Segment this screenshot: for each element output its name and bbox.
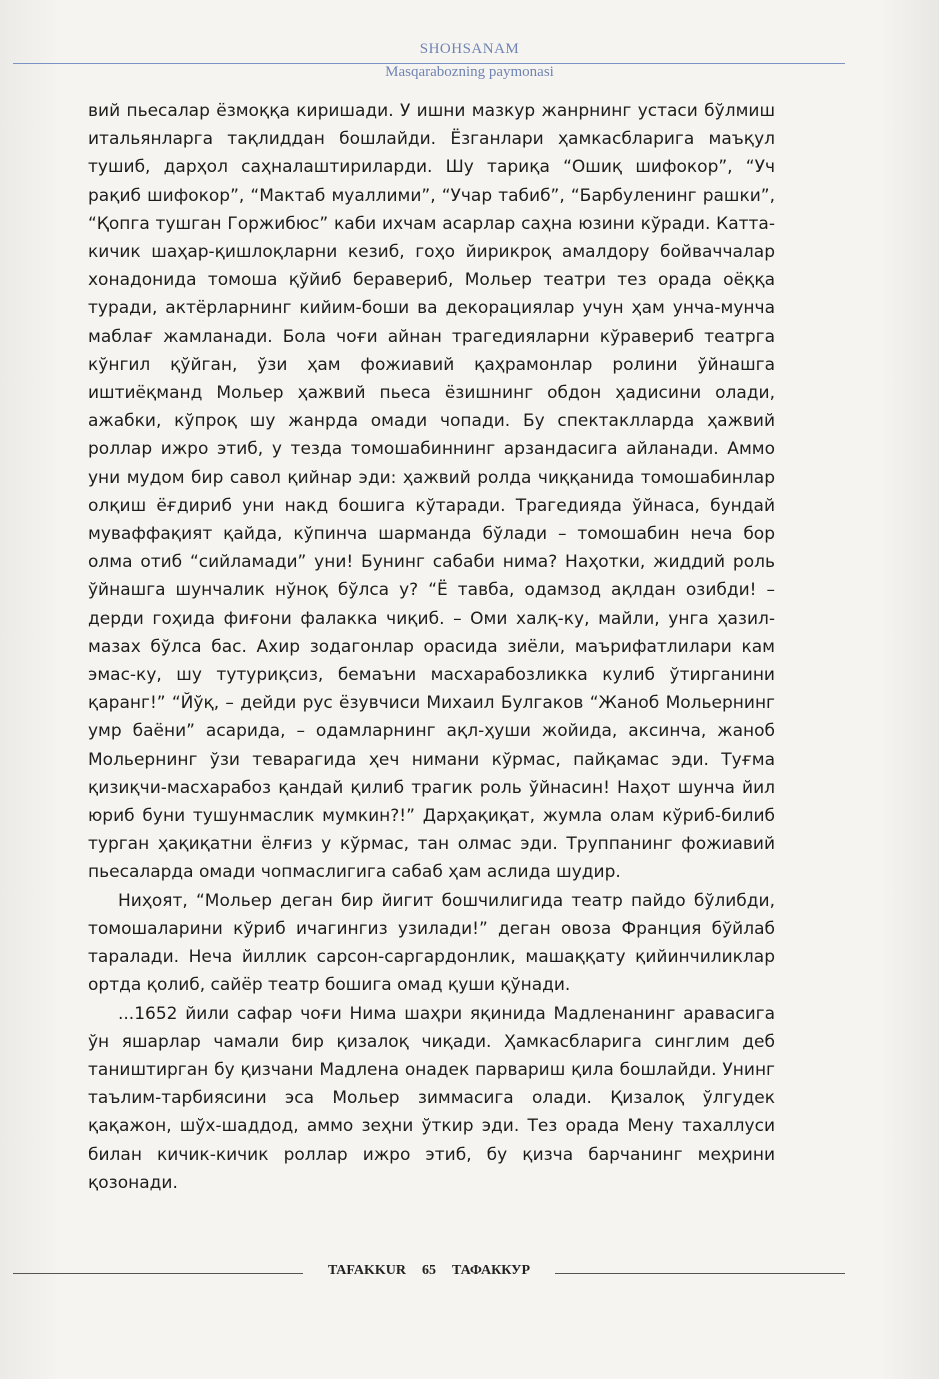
footer-magazine-cyrillic: ТАФАККУР (452, 1263, 531, 1278)
footer-rule-right (555, 1273, 845, 1274)
footer-label (303, 1263, 555, 1279)
paragraph-2: Ниҳоят, “Мольер деган бир йигит бошчилигида театр пайдо бўлибди, томошаларини кўриб ичагингиз узилади!” деган овоза Франция бўйлаб таралади. Неча йиллик сарсон-саргардонлик, машаққату қийинчиликлар ортда қолиб, сайёр театр бошига омад қуши қўнади. (88, 890, 775, 996)
paragraph-3: ...1652 йили сафар чоғи Нима шаҳри яқинида Мадленанинг аравасига ўн яшарлар чамали бир қизалоқ чиқади. Ҳамкасбларига синглим деб таништирган бу қизчани Мадлена онадек парвариш қила бошлайди. Унинг таълим-тарбиясини эса Мольер зиммасига олади. Қизалоқ ўлгудек қақажон, шўх-шаддод, аммо зеҳни ўткир эди. Тез орада Мену тахаллуси билан кичик-кичик роллар ижро этиб, бу қизча барчанинг меҳрини қозонади. (88, 1003, 775, 1193)
footer-rule-left (13, 1273, 303, 1274)
footer-magazine-latin: TAFAKKUR (327, 1263, 407, 1278)
header-title: Masqarabozning paymonasi (385, 64, 554, 80)
header-author: SHOHSANAM (419, 41, 520, 57)
page-number: 65 (422, 1263, 437, 1278)
article-body (88, 97, 775, 1197)
paragraph-1: вий пьесалар ёзмоққа киришади. У ишни мазкур жанрнинг устаси бўлмиш итальянларга тақлиддан бошлайди. Ёзганлари ҳамкасбларига маъқул тушиб, дарҳол саҳналаштириларди. Шу тариқа “Ошиқ шифокор”, “Уч рақиб шифокор”, “Мактаб муаллими”, “Учар табиб”, “Барбуленинг рашки”, “Қопга тушган Горжибюс” каби ихчам асарлар саҳна юзини кўради. Катта-кичик шаҳар-қишлоқларни кезиб, гоҳо йирикроқ амалдору бойваччалар хонадонида томоша қўйиб беравериб, Мольер театри тез орада оёққа туради, актёрларнинг кийим-боши ва декорациялар учун ҳам унча-мунча маблағ жамланади. Бола чоғи айнан трагедияларни кўравериб театрга кўнгил қўйган, ўзи ҳам фожиавий қаҳрамонлар ролини ўйнашга иштиёқманд Мольер ҳажвий пьеса ёзишнинг обдон ҳадисини олади, ажабки, кўпроқ шу жанрда омади чопади. Бу спектаклларда ҳажвий роллар ижро этиб, у тезда томошабиннинг арзандасига айланади. Аммо уни мудом бир савол қийнар эди: ҳажвий ролда чиққанида томошабинлар олқиш ёғдириб уни накд бошига кўтаради. Трагедияда ўйнаса, бундай муваффақият қайда, кўпинча шарманда бўлади – томошабин неча бор олма отиб “сийламади” уни! Бунинг сабаби нима? Наҳотки, жиддий роль ўйнашга шунчалик нўноқ бўлса у? “Ё тавба, одамзод ақлдан озибди! – дерди гоҳида фиғони фалакка чиқиб. – Оми халқ-ку, майли, унга ҳазил-мазах бўлса бас. Ахир зодагонлар орасида зиёли, маърифатлилари кам эмас-ку, шу тутуриқсиз, бемаъни масхарабозликка кулиб ўтирганини қаранг!” “Йўқ, – дейди рус ёзувчиси Михаил Булгаков “Жаноб Мольернинг умр баёни” асарида, – одамларнинг ақл-ҳуши жойида, аксинча, жаноб Мольернинг ўзи теварагида ҳеч нимани кўрмас, пайқамас эди. Туғма қизиқчи-масхарабоз қандай қилиб трагик роль ўйнасин! Наҳот шунча йил юриб буни тушунмаслик мумкин?!” Дарҳақиқат, жумла олам кўриб-билиб турган ҳақиқатни ёлғиз у кўрмас, тан олмас эди. Труппанинг фожиавий пьесаларда омади чопмаслигига сабаб ҳам аслида шудир. (88, 101, 775, 883)
running-footer (0, 1262, 939, 1286)
running-header (0, 38, 939, 88)
